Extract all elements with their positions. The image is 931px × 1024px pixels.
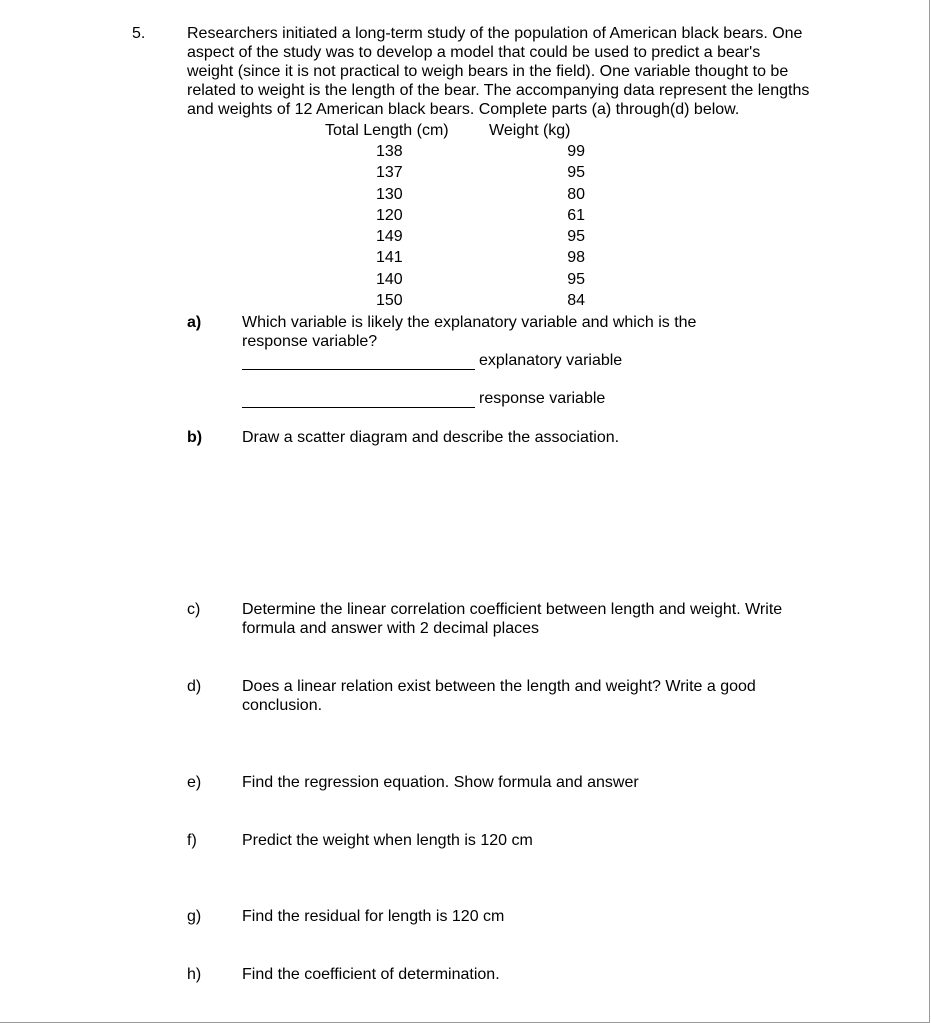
data-table	[325, 121, 585, 312]
length-cell: 130	[376, 185, 403, 203]
explanatory-answer-blank[interactable]	[242, 353, 475, 370]
part-d-line: conclusion.	[242, 697, 323, 714]
intro-line: aspect of the study was to develop a model that could be used to predict a bear's	[187, 44, 761, 61]
response-answer-blank[interactable]	[242, 391, 475, 408]
table-row	[325, 163, 585, 184]
part-a-line: response variable?	[242, 333, 378, 350]
length-cell: 138	[376, 143, 403, 160]
length-cell: 150	[376, 292, 403, 310]
length-cell: 149	[376, 228, 403, 246]
weight-cell: 95	[567, 270, 585, 288]
weight-cell: 95	[567, 164, 585, 182]
part-a-question	[242, 313, 842, 351]
part-c-line: formula and answer with 2 decimal places	[242, 620, 540, 637]
table-row	[325, 142, 585, 163]
part-d-line: Does a linear relation exist between the length and weight? Write a good	[242, 678, 756, 695]
table-row	[325, 291, 585, 312]
intro-line: Researchers initiated a long-term study of the population of American black bears. One	[187, 25, 803, 42]
table-row	[325, 248, 585, 269]
table-row	[325, 185, 585, 206]
header-weight: Weight (kg)	[489, 122, 571, 139]
part-h-question: Find the coefficient of determination.	[242, 966, 500, 983]
response-label: response variable	[479, 390, 606, 407]
part-b-label: b)	[187, 429, 203, 446]
part-d-label: d)	[187, 678, 202, 695]
weight-cell: 61	[567, 206, 585, 224]
weight-cell: 84	[567, 292, 585, 310]
table-row	[325, 270, 585, 291]
part-h-label: h)	[187, 966, 202, 983]
explanatory-answer-row	[242, 351, 622, 370]
weight-cell: 80	[567, 185, 585, 203]
part-c-question	[242, 600, 842, 638]
part-b-question: Draw a scatter diagram and describe the association.	[242, 429, 620, 446]
response-answer-row	[242, 389, 605, 408]
part-g-question: Find the residual for length is 120 cm	[242, 908, 505, 925]
weight-cell: 98	[567, 249, 585, 267]
explanatory-label: explanatory variable	[479, 352, 623, 369]
part-c-label: c)	[187, 601, 201, 618]
part-f-label: f)	[187, 832, 197, 849]
intro-line: weight (since it is not practical to weigh bears in the field). One variable thought to be	[187, 63, 789, 80]
part-e-question: Find the regression equation. Show formula and answer	[242, 774, 639, 791]
part-f-question: Predict the weight when length is 120 cm	[242, 832, 533, 849]
table-row	[325, 227, 585, 248]
part-e-label: e)	[187, 774, 202, 791]
part-d-question	[242, 677, 842, 715]
header-length: Total Length (cm)	[325, 122, 449, 139]
length-cell: 140	[376, 270, 403, 288]
question-number: 5.	[132, 25, 146, 42]
part-a-line: Which variable is likely the explanatory variable and which is the	[242, 314, 697, 331]
table-header	[325, 121, 585, 142]
intro-line: related to weight is the length of the bear. The accompanying data represent the lengths	[187, 82, 810, 99]
weight-cell: 99	[567, 143, 585, 160]
question-intro	[187, 24, 847, 119]
intro-line: and weights of 12 American black bears. Complete parts (a) through(d) below.	[187, 101, 740, 118]
table-row	[325, 206, 585, 227]
part-g-label: g)	[187, 908, 202, 925]
part-a-label: a)	[187, 314, 202, 331]
weight-cell: 95	[567, 228, 585, 246]
length-cell: 120	[376, 206, 403, 224]
length-cell: 141	[376, 249, 403, 267]
part-c-line: Determine the linear correlation coefficient between length and weight. Write	[242, 601, 783, 618]
length-cell: 137	[376, 164, 403, 182]
